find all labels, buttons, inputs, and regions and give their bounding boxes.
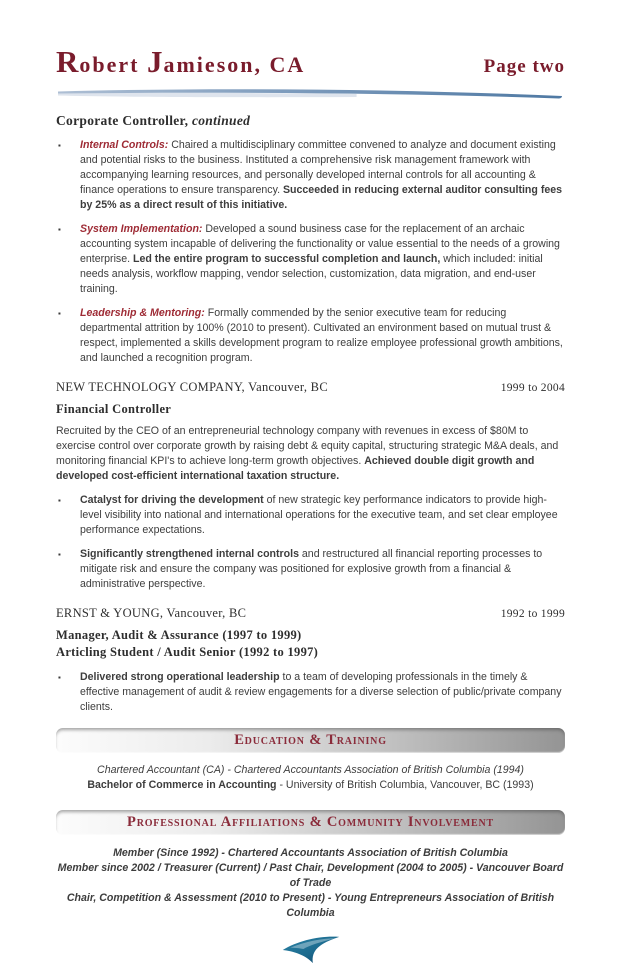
affiliation-lines [56, 846, 565, 921]
bullet-text: Leadership & Mentoring: Formally commended by the senior executive team for reducing departmental attrition by 100% (2010 to present). Cultivated an environment based on mutual trust & respect, implemented a skills development program to realize employee professional growth ambitions, and launched a recognition program. [80, 307, 563, 364]
name-text: obert [79, 52, 147, 77]
footer-logo-container [56, 934, 565, 966]
education-lines [56, 763, 565, 793]
header-divider-swoosh [56, 85, 565, 101]
employment-dates: 1999 to 2004 [500, 382, 565, 394]
employer-name: NEW TECHNOLOGY COMPANY, Vancouver, BC [56, 380, 328, 394]
bullet-internal-controls [56, 138, 565, 213]
bullet-square-icon: ▪ [58, 141, 61, 150]
role-title-manager-audit: Manager, Audit & Assurance (1997 to 1999) [56, 628, 302, 642]
bullet-square-icon: ▪ [58, 225, 61, 234]
bullet-text: Significantly strengthened internal controls and restructured all financial reporting processes to mitigate risk and ensure the company was positioned for explosive growth from a financial & administrative perspective. [80, 548, 543, 590]
role-summary-paragraph: Recruited by the CEO of an entrepreneurial technology company with revenues in excess of $80M to exercise control over corporate growth by raising debt & equity capital, structuring strategic M&A deals, and monitoring financial KPI's to achieve long-term growth objectives. Achieved double digit growth and developed cost-efficient international taxation structure. [56, 425, 559, 482]
bullet-text: System Implementation: Developed a sound business case for the replacement of an archaic accounting system incapable of delivering the functionality or value essential to the needs of a growing enterprise. Led the entire program to successful completion and launch, which included: initial needs analysis, workflow mapping, vendor selection, customization, data migration, and end-user training. [80, 223, 560, 295]
affiliation-line-caabc-member: Member (Since 1992) - Chartered Accountants Association of British Columbia [113, 847, 508, 859]
section-title-corporate-controller [56, 113, 565, 129]
education-training-banner-label: Education & Training [234, 732, 387, 748]
role-title-articling-student: Articling Student / Audit Senior (1992 to 1997) [56, 645, 319, 659]
professional-affiliations-banner-label: Professional Affiliations & Community Involvement [127, 814, 494, 830]
page-header [56, 44, 565, 80]
bullet-operational-leadership [56, 670, 565, 715]
role-title-financial-controller: Financial Controller [56, 402, 172, 416]
bullet-square-icon: ▪ [58, 673, 61, 682]
name-initial: R [56, 44, 80, 79]
bullet-square-icon: ▪ [58, 496, 61, 505]
education-line-chartered-accountant: Chartered Accountant (CA) - Chartered Accountants Association of British Columbia (1994) [97, 764, 524, 776]
bullet-square-icon: ▪ [58, 550, 61, 559]
employer-name: ERNST & YOUNG, Vancouver, BC [56, 606, 247, 620]
person-name [56, 44, 305, 80]
bullet-kpi-catalyst [56, 493, 565, 538]
affiliation-line-young-entrepreneurs: Chair, Competition & Assessment (2010 to Present) - Young Entrepreneurs Association of British Columbia [66, 892, 555, 919]
bullet-system-implementation [56, 222, 565, 297]
brand-swoosh-logo-icon [280, 934, 342, 966]
bullet-text: Internal Controls: Chaired a multidisciplinary committee convened to analyze and document existing and potential risks to the business. Instituted a comprehensive risk management framework with accompanying learning resources, and personally developed internal controls for all accounting & finance operations to ensure transparency. Succeeded in reducing external auditor consulting fees by 25% as a direct result of this initiative. [80, 139, 563, 211]
employer-row-new-technology-company [56, 380, 565, 395]
name-initial: J [146, 44, 164, 79]
role-title: Corporate Controller, [56, 113, 189, 128]
bullet-leadership-mentoring [56, 306, 565, 366]
page-number-label: Page two [483, 56, 565, 77]
bullet-square-icon: ▪ [58, 309, 61, 318]
bullet-text: Catalyst for driving the development of new strategic key performance indicators to provide high-level visibility into national and international operations for the executive team, and set clear employee performance expectations. [80, 494, 558, 536]
continued-label: continued [188, 113, 251, 128]
professional-affiliations-banner [56, 810, 565, 835]
bullet-internal-controls-strengthened [56, 547, 565, 592]
affiliation-line-board-of-trade: Member since 2002 / Treasurer (Current) / Past Chair, Development (2004 to 2005) - Vancouver Board of Trade [57, 862, 564, 889]
education-line-bachelor-commerce: Bachelor of Commerce in Accounting - University of British Columbia, Vancouver, BC (1993) [87, 779, 534, 791]
education-training-banner [56, 728, 565, 753]
employer-row-ernst-young [56, 606, 565, 621]
employment-dates: 1992 to 1999 [500, 608, 565, 620]
name-text: amieson, CA [163, 52, 306, 77]
bullet-text: Delivered strong operational leadership to a team of developing professionals in the timely & effective management of audit & review engagements for a diverse selection of public/private company clients. [80, 671, 562, 713]
role-titles-ernst-young [56, 627, 565, 661]
